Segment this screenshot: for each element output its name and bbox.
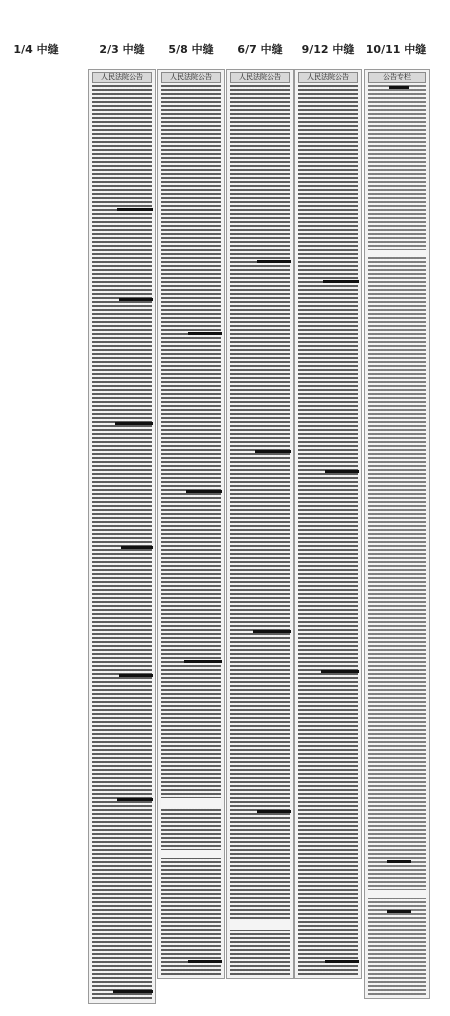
section-heading-mark: [253, 630, 291, 633]
section-heading-mark: [387, 910, 411, 913]
text-gap: [368, 250, 426, 256]
text-gap: [161, 798, 221, 808]
strip-text-block: [368, 85, 426, 995]
newspaper-strip-10-11: [364, 69, 430, 999]
strip-header: 人民法院公告: [230, 72, 290, 83]
strip-text-block: [92, 85, 152, 1000]
strip-header: 人民法院公告: [298, 72, 358, 83]
section-heading-mark: [119, 674, 153, 677]
text-gap: [230, 920, 290, 930]
section-heading-mark: [188, 332, 222, 335]
section-heading-mark: [184, 660, 222, 663]
column-label-2-3: 2/3 中缝: [99, 43, 145, 56]
newspaper-strip-6-7: [226, 69, 294, 979]
column-label-1-4: 1/4 中缝: [13, 43, 59, 56]
section-heading-mark: [117, 208, 153, 211]
section-heading-mark: [121, 546, 153, 549]
strip-text-block: [230, 85, 290, 975]
section-heading-mark: [186, 490, 222, 493]
newspaper-strip-9-12: [294, 69, 362, 979]
text-gap: [161, 850, 221, 858]
strip-header: 公告专栏: [368, 72, 426, 83]
column-label-5-8: 5/8 中缝: [168, 43, 214, 56]
text-gap: [368, 890, 426, 898]
column-label-6-7: 6/7 中缝: [237, 43, 283, 56]
section-heading-mark: [325, 470, 359, 473]
section-heading-mark: [325, 960, 359, 963]
section-heading-mark: [257, 810, 291, 813]
column-label-9-12: 9/12 中缝: [301, 43, 355, 56]
section-heading-mark: [257, 260, 291, 263]
strip-text-block: [161, 85, 221, 975]
section-heading-mark: [119, 298, 153, 301]
section-heading-mark: [188, 960, 222, 963]
strip-header: 人民法院公告: [161, 72, 221, 83]
newspaper-strip-5-8: [157, 69, 225, 979]
section-heading-mark: [387, 860, 411, 863]
section-heading-mark: [113, 990, 153, 993]
section-heading-mark: [115, 422, 153, 425]
section-heading-mark: [389, 86, 409, 89]
section-heading-mark: [321, 670, 359, 673]
column-label-10-11: 10/11 中缝: [365, 43, 427, 56]
section-heading-mark: [323, 280, 359, 283]
section-heading-mark: [117, 798, 153, 801]
strip-header: 人民法院公告: [92, 72, 152, 83]
strip-text-block: [298, 85, 358, 975]
section-heading-mark: [255, 450, 291, 453]
newspaper-strip-2-3: [88, 69, 156, 1004]
